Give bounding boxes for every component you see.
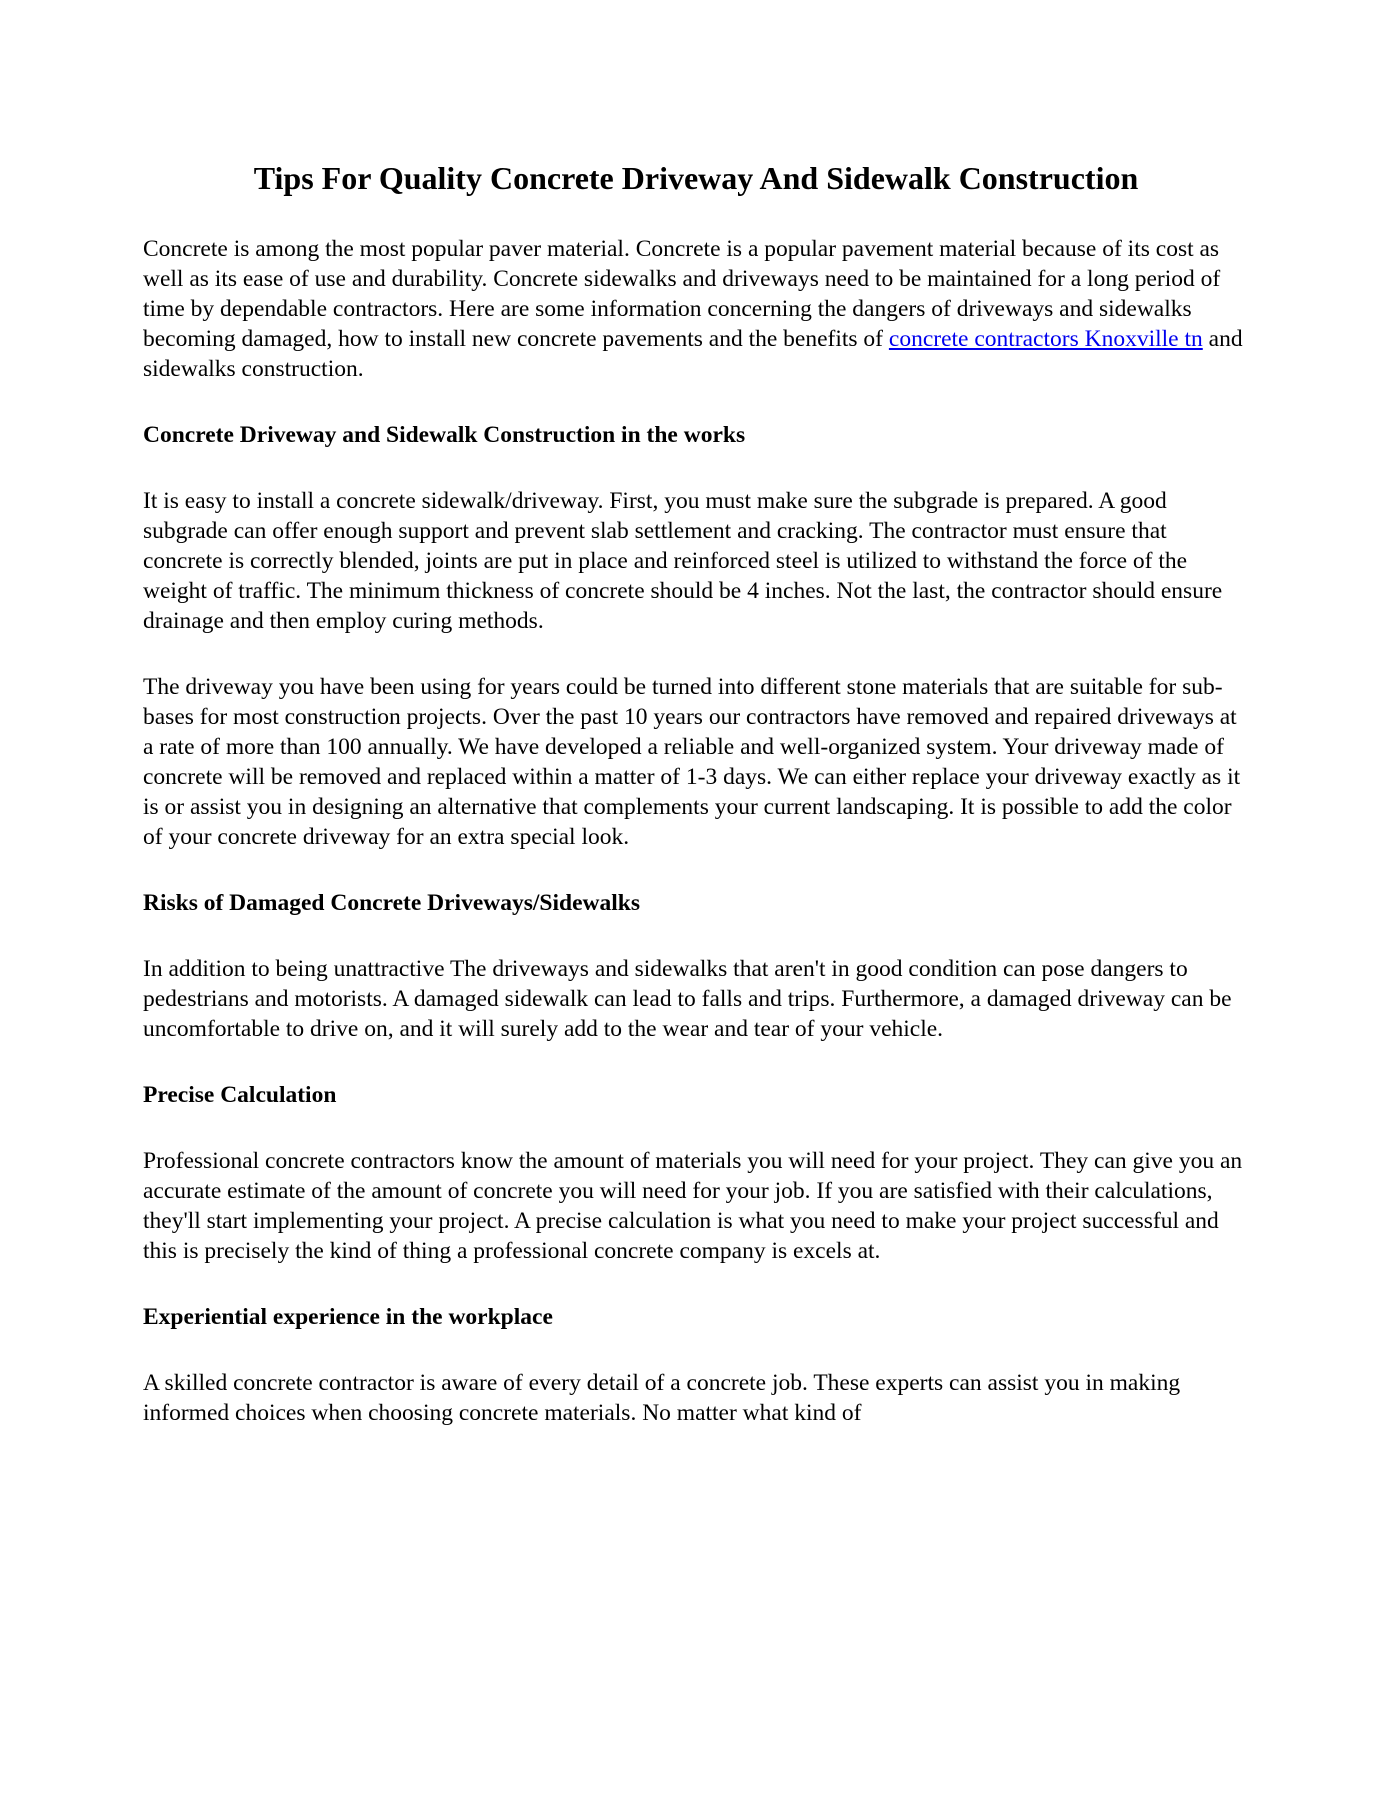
section-paragraph-driveway-replacement: The driveway you have been using for years could be turned into different stone materials that are suitable for sub-bases for most construction projects. Over the past 10 years our contractors have removed and repaired driveways at a rate of more than 100 annually. We have developed a reliable and well-organized system. Your driveway made of concrete will be removed and replaced within a matter of 1-3 days. We can either replace your driveway exactly as it is or assist you in designing an alternative that complements your current landscaping. It is possible to add the color of your concrete driveway for an extra special look. xyxy=(143,674,1241,850)
section-heading-precise-calculation: Precise Calculation xyxy=(143,1082,337,1108)
section-paragraph-skilled-contractor: A skilled concrete contractor is aware of every detail of a concrete job. These experts can assist you in making informed choices when choosing concrete materials. No matter what kind of xyxy=(143,1370,1181,1426)
intro-text-before-link: Concrete is among the most popular paver material. Concrete is a popular pavement material because of its cost as well as its ease of use and durability. Concrete sidewalks and driveways need to be maintained for a long period of time by dependable contractors. Here are some information concerning the dangers of driveways and sidewalks becoming damaged, how to install new concrete pavements and the benefits of xyxy=(143,236,1221,352)
section-heading-construction-in-the-works: Concrete Driveway and Sidewalk Construction in the works xyxy=(143,422,746,448)
document-title: Tips For Quality Concrete Driveway And Sidewalk Construction xyxy=(253,160,1139,196)
section-paragraph-calculation: Professional concrete contractors know the amount of materials you will need for your project. They can give you an accurate estimate of the amount of concrete you will need for your job. If you are satisfied with their calculations, they'll start implementing your project. A precise calculation is what you need to make your project successful and this is precisely the kind of thing a professional concrete company is excels at. xyxy=(143,1148,1243,1264)
concrete-contractors-knoxville-link[interactable]: concrete contractors Knoxville tn xyxy=(888,326,1203,352)
section-paragraph-risks: In addition to being unattractive The driveways and sidewalks that aren't in good condition can pose dangers to pedestrians and motorists. A damaged sidewalk can lead to falls and trips. Furthermore, a damaged driveway can be uncomfortable to drive on, and it will surely add to the wear and tear of your vehicle. xyxy=(143,956,1232,1042)
intro-paragraph xyxy=(143,234,1249,384)
intro-text-after-link: and sidewalks construction. xyxy=(143,326,1243,382)
section-heading-risks-of-damage: Risks of Damaged Concrete Driveways/Sidewalks xyxy=(143,890,640,916)
section-heading-experiential-experience: Experiential experience in the workplace xyxy=(143,1304,553,1330)
section-paragraph-install-process: It is easy to install a concrete sidewalk/driveway. First, you must make sure the subgrade is prepared. A good subgrade can offer enough support and prevent slab settlement and cracking. The contractor must ensure that concrete is correctly blended, joints are put in place and reinforced steel is utilized to withstand the force of the weight of traffic. The minimum thickness of concrete should be 4 inches. Not the last, the contractor should ensure drainage and then employ curing methods. xyxy=(143,488,1223,634)
